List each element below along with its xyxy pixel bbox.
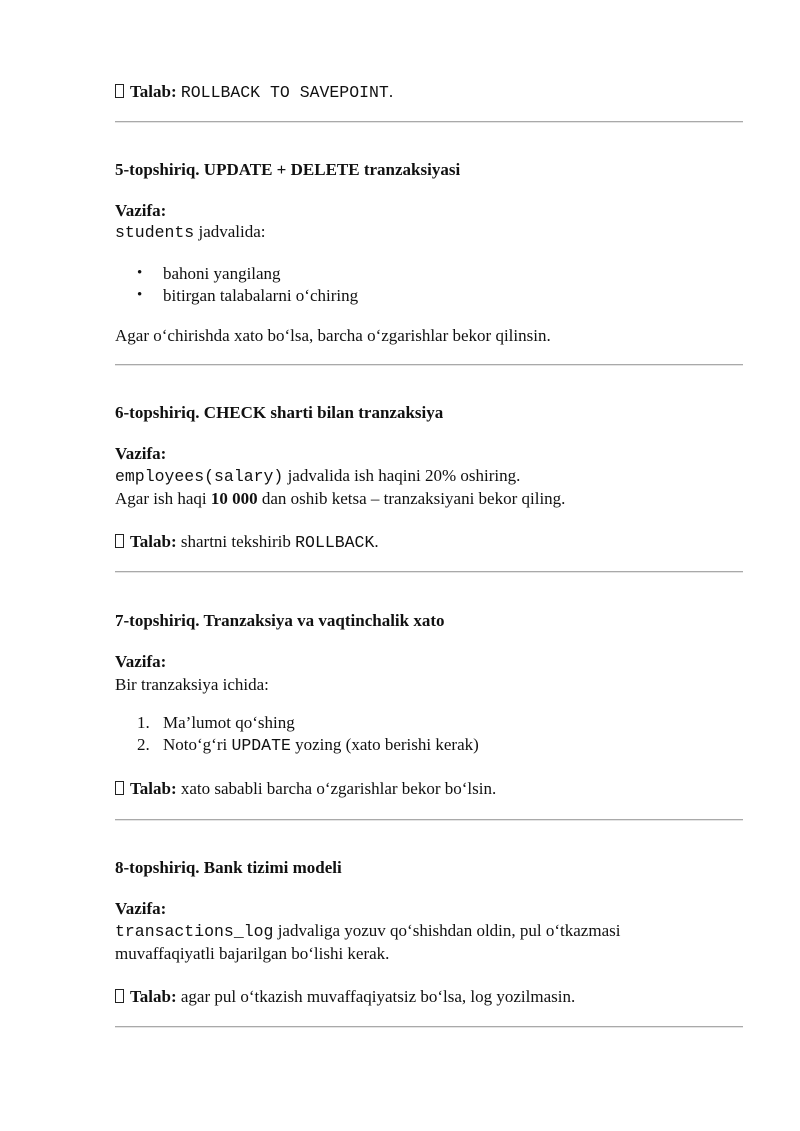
task7-vazifa-label: Vazifa: [115,652,167,671]
talab-label: Talab: [130,779,177,798]
list-item: • bahoni yangilang [137,264,281,283]
task6-talab-note: Talab: shartni tekshirib ROLLBACK. [115,530,745,554]
task6-line2: Agar ish haqi 10 000 dan oshib ketsa – tranzaksiyani bekor qiling. [115,489,566,508]
task5-heading: 5-topshiriq. UPDATE + DELETE tranzaksiyasi [115,160,461,179]
task5-vazifa-label: Vazifa: [115,201,167,220]
task8-line1: transactions_log jadvaliga yozuv qo‘shishdan oldin, pul o‘tkazmasi [115,921,621,941]
task7-numbered-list [115,711,745,755]
missing-glyph-icon [115,781,124,795]
task6-limit-value: 10 000 [210,489,258,508]
task5-table-line [115,220,745,244]
task8-heading: 8-topshiriq. Bank tizimi modeli [115,858,342,877]
task5-bullet-list [115,262,745,306]
task6-talab-code: ROLLBACK [295,533,375,552]
list-item: 1. Ma’lumot qo‘shing [137,713,295,732]
divider [115,571,743,573]
talab-label: Talab: [130,987,177,1006]
top-talab-note [115,80,745,104]
task8-vazifa-label: Vazifa: [115,899,167,918]
top-note-code: ROLLBACK TO SAVEPOINT [180,83,389,102]
task6-vazifa-label: Vazifa: [115,444,167,463]
missing-glyph-icon [115,84,124,98]
task7-talab-note: Talab: xato sababli barcha o‘zgarishlar bekor bo‘lsin. [115,777,745,800]
divider [115,364,743,366]
task7-heading: 7-topshiriq. Tranzaksiya va vaqtinchalik xato [115,611,445,630]
task8-talab-note: Talab: agar pul o‘tkazish muvaffaqiyatsiz bo‘lsa, log yozilmasin. [115,985,745,1008]
task6-code: employees(salary) [115,467,284,486]
divider [115,819,743,821]
task6-line1-text: jadvalida ish haqini 20% oshiring. [283,466,521,485]
divider [115,1026,743,1028]
divider [115,121,743,123]
list-item: • bitirgan talabalarni o‘chiring [137,286,359,305]
task5-table-text: jadvalida: [194,222,266,241]
talab-label: Talab: [130,532,177,551]
task8-code: transactions_log [115,922,274,941]
task5-note: Agar o‘chirishda xato bo‘lsa, barcha o‘zgarishlar bekor qilinsin. [115,326,551,345]
task7-update-code: UPDATE [231,736,291,755]
top-note-tail: . [388,82,394,101]
talab-label: Talab: [130,82,177,101]
task6-line1 [115,464,745,488]
bullet-icon: • [137,287,143,303]
task5-table-code: students [115,223,195,242]
list-item: 2. Noto‘g‘ri UPDATE yozing (xato berishi kerak) [137,735,479,755]
task8-line2: muvaffaqiyatli bajarilgan bo‘lishi kerak. [115,944,390,963]
task7-intro: Bir tranzaksiya ichida: [115,675,269,694]
missing-glyph-icon [115,989,124,1003]
task6-heading: 6-topshiriq. CHECK sharti bilan tranzaksiya [115,403,444,422]
bullet-icon: • [137,265,143,281]
missing-glyph-icon [115,534,124,548]
